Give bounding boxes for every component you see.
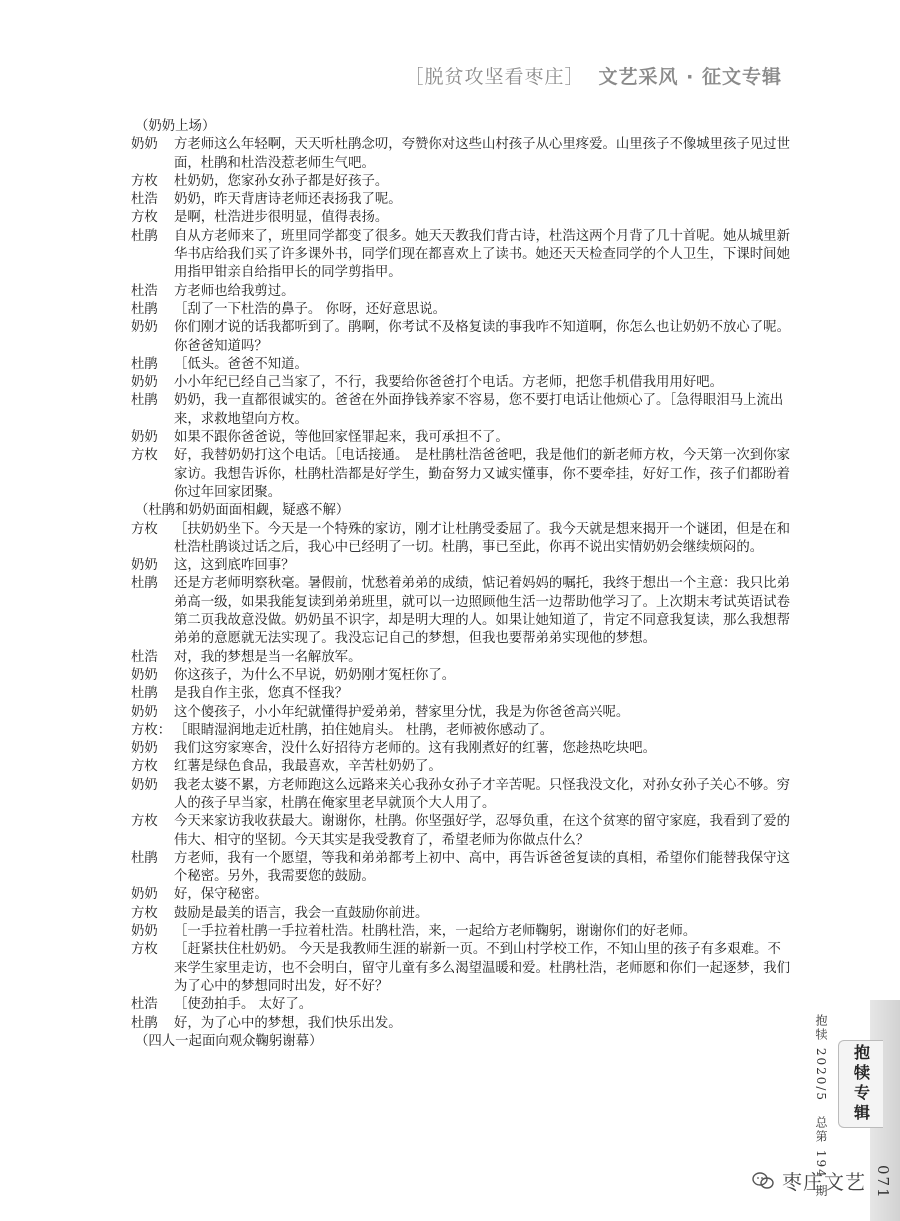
dialogue-text: ［赶紧扶住杜奶奶。 今天是我教师生涯的崭新一页。不到山村学校工作，不知山里的孩子有多艰难。不来学生家里走访，也不会明白，留守儿童有多么渴望温暖和爱。杜鹃杜浩，老师愿和你们一起逐梦，我们为了心中的梦想同时出发，好不好？ [174, 942, 790, 994]
dialogue-text: 我们这穷家寒舍，没什么好招待方老师的。这有我刚煮好的红薯，您趁热吃块吧。 [174, 741, 657, 757]
speaker-name: 杜浩 [131, 649, 158, 665]
script-body [131, 118, 791, 1051]
dialogue-text: 你这孩子，为什么不早说，奶奶刚才冤枉你了。 [174, 667, 456, 683]
dialogue-line [131, 813, 791, 850]
dialogue-line [131, 392, 791, 429]
dialogue-text: 方老师这么年轻啊，天天听杜鹃念叨，夸赞你对这些山村孩子从心里疼爱。山里孩子不像城里孩子见过世面，杜鹃和杜浩没惹老师生气吧。 [174, 137, 790, 171]
speaker-name: 方枚 [131, 759, 158, 775]
dialogue-line [131, 740, 791, 758]
dialogue-text: 还是方老师明察秋毫。暑假前，忧愁着弟弟的成绩，惦记着妈妈的嘱托，我终于想出一个主意：我只比弟弟高一级，如果我能复读到弟弟班里，就可以一边照顾他生活一边帮助他学习了。上次期末考试英语试卷第二页我故意没做。奶奶虽不识字，却是明大理的人。如果让她知道了，肯定不同意我复读，那么我想帮弟弟的意愿就无法实现了。我没忘记自己的梦想，但我也要帮弟弟实现他的梦想。 [174, 576, 790, 647]
speaker-name: 杜鹃 [131, 576, 158, 592]
speaker-name: 奶奶 [131, 704, 158, 720]
speaker-name: 方枚 [131, 210, 158, 226]
speaker-name: 杜鹃 [131, 1015, 158, 1031]
dialogue-text: 方老师也给我剪过。 [174, 283, 295, 299]
speaker-name: 杜浩 [131, 192, 158, 208]
dialogue-text: 方老师，我有一个愿望，等我和弟弟都考上初中、高中，再告诉爸爸复读的真相，希望你们能替我保守这个秘密。另外，我需要您的鼓励。 [174, 850, 790, 885]
dialogue-text: 对，我的梦想是当一名解放军。 [174, 649, 362, 665]
dialogue-line [131, 319, 791, 356]
dialogue-line [131, 758, 791, 776]
dialogue-line [131, 575, 791, 648]
dialogue-line [131, 356, 791, 374]
dialogue-line [131, 996, 791, 1014]
speaker-name: 奶奶 [131, 137, 158, 153]
speaker-name: 方枚 [131, 448, 158, 464]
page-number: 071 [874, 1165, 892, 1200]
dialogue-line [131, 886, 791, 904]
speaker-name: 杜浩 [131, 283, 158, 299]
dialogue-text: 你们刚才说的话我都听到了。鹃啊，你考试不及格复读的事我咋不知道啊，你怎么也让奶奶不放心了呢。你爸爸知道吗？ [174, 320, 790, 354]
dialogue-text: 这个傻孩子，小小年纪就懂得护爱弟弟，替家里分忧，我是为你爸爸高兴呢。 [174, 704, 630, 720]
speaker-name: 方枚 [131, 942, 158, 958]
dialogue-text: 如果不跟你爸爸说，等他回家怪罪起来，我可承担不了。 [174, 430, 509, 446]
dialogue-text: ［扶奶奶坐下。今天是一个特殊的家访，刚才让杜鹃受委屈了。我今天就是想来揭开一个谜团，但是在和杜浩杜鹃谈过话之后，我心中已经明了一切。杜鹃，事已至此，你再不说出实情奶奶会继续烦闷的。 [174, 521, 790, 555]
speaker-name: 杜鹃 [131, 686, 158, 702]
speaker-name: 杜鹃 [131, 850, 158, 866]
dialogue-text: ［使劲拍手。 太好了。 [174, 997, 313, 1013]
stage-direction-text: （杜鹃和奶奶面面相觑，疑惑不解） [135, 503, 350, 519]
dialogue-text: ［刮了一下杜浩的鼻子。 你呀，还好意思说。 [174, 301, 447, 317]
stage-direction [131, 118, 791, 136]
dialogue-line [131, 209, 791, 227]
speaker-name: 奶奶 [131, 430, 158, 446]
speaker-name: 奶奶 [131, 741, 158, 757]
dialogue-line [131, 429, 791, 447]
speaker-name: 方枚： [131, 722, 172, 738]
dialogue-text: 这，这到底咋回事？ [174, 558, 295, 574]
dialogue-text: 红薯是绿色食品，我最喜欢，辛苦杜奶奶了。 [174, 759, 442, 775]
speaker-name: 杜鹃 [131, 228, 158, 244]
speaker-name: 杜鹃 [131, 356, 158, 372]
dialogue-text: 奶奶，我一直都很诚实的。爸爸在外面挣钱养家不容易，您不要打电话让他烦心了。［急得眼泪马上流出来，求救地望向方枚。 [174, 393, 784, 427]
dialogue-text: 鼓励是最美的语言，我会一直鼓励你前进。 [174, 905, 429, 921]
dialogue-text: 自从方老师来了，班里同学都变了很多。她天天教我们背古诗，杜浩这两个月背了几十首呢。她从城里新华书店给我们买了许多课外书，同学们现在都喜欢上了读书。她还天天检查同学的个人卫生，下课时间她用指甲钳亲自给指甲长的同学剪指甲。 [174, 228, 790, 281]
dialogue-text: 小小年纪已经自己当家了，不行，我要给你爸爸打个电话。方老师，把您手机借我用用好吧。 [174, 375, 724, 391]
dialogue-text: 好，保守秘密。 [174, 887, 268, 903]
dialogue-line [131, 557, 791, 575]
speaker-name: 方枚 [131, 814, 158, 830]
side-tab-label: 抱犊专辑 [851, 1044, 871, 1124]
speaker-name: 方枚 [131, 521, 158, 537]
dialogue-line [131, 374, 791, 392]
speaker-name: 奶奶 [131, 320, 158, 336]
dialogue-text: ［一手拉着杜鹃一手拉着杜浩。杜鹃杜浩，来，一起给方老师鞠躬，谢谢你们的好老师。 [174, 924, 697, 940]
dialogue-line [131, 905, 791, 923]
dialogue-line [131, 685, 791, 703]
page-header [405, 62, 782, 89]
dialogue-line [131, 173, 791, 191]
dialogue-line [131, 649, 791, 667]
dialogue-text: ［低头。爸爸不知道。 [174, 356, 308, 372]
speaker-name: 奶奶 [131, 777, 158, 793]
speaker-name: 杜浩 [131, 997, 158, 1013]
dialogue-line [131, 301, 791, 319]
dialogue-line [131, 283, 791, 301]
speaker-name: 杜鹃 [131, 301, 158, 317]
dialogue-text: 好，我替奶奶打这个电话。［电话接通。 是杜鹃杜浩爸爸吧，我是他们的新老师方枚，今天第一次到你家家访。我想告诉你，杜鹃杜浩都是好学生，勤奋努力又诚实懂事，你不要牵挂，好好工作，孩子们都盼着你过年回家团聚。 [174, 448, 790, 500]
dialogue-text: 是啊，杜浩进步很明显，值得表扬。 [174, 210, 389, 226]
dialogue-line [131, 228, 791, 283]
issue-info: 抱犊 2020/5 总第 194 期 [814, 1014, 828, 1199]
dialogue-line [131, 667, 791, 685]
dialogue-line [131, 941, 791, 996]
speaker-name: 方枚 [131, 173, 158, 189]
dialogue-text: 奶奶，昨天背唐诗老师还表扬我了呢。 [174, 192, 402, 208]
header-column-title: 文艺采风 · 征文专辑 [598, 66, 782, 88]
dialogue-text: 是我自作主张，您真不怪我？ [174, 686, 349, 702]
dialogue-line [131, 923, 791, 941]
stage-direction [131, 1033, 791, 1051]
wechat-icon [752, 1172, 774, 1190]
speaker-name: 杜鹃 [131, 393, 158, 409]
watermark [752, 1166, 866, 1195]
dialogue-line [131, 704, 791, 722]
dialogue-line [131, 777, 791, 814]
dialogue-line [131, 1015, 791, 1033]
side-tab [838, 1040, 883, 1128]
dialogue-line [131, 136, 791, 173]
watermark-text: 枣庄文艺 [782, 1170, 866, 1194]
speaker-name: 奶奶 [131, 667, 158, 683]
stage-direction [131, 502, 791, 520]
dialogue-line [131, 521, 791, 558]
dialogue-text: ［眼睛湿润地走近杜鹃，拍住她肩头。 杜鹃，老师被你感动了。 [174, 722, 554, 738]
header-section-title: ［脱贫攻坚看枣庄］ [404, 66, 585, 88]
dialogue-line [131, 191, 791, 209]
stage-direction-text: （奶奶上场） [135, 119, 216, 134]
speaker-name: 方枚 [131, 905, 158, 921]
speaker-name: 奶奶 [131, 375, 158, 391]
dialogue-line [131, 447, 791, 502]
dialogue-text: 杜奶奶，您家孙女孙子都是好孩子。 [174, 173, 389, 189]
speaker-name: 奶奶 [131, 887, 158, 903]
stage-direction-text: （四人一起面向观众鞠躬谢幕） [135, 1033, 323, 1049]
dialogue-line [131, 722, 791, 740]
dialogue-text: 好，为了心中的梦想，我们快乐出发。 [174, 1015, 402, 1031]
dialogue-line [131, 850, 791, 887]
dialogue-text: 我老太婆不累，方老师跑这么远路来关心我孙女孙子才辛苦呢。只怪我没文化，对孙女孙子关心不够。穷人的孩子早当家，杜鹃在俺家里老早就顶个大人用了。 [174, 777, 790, 811]
speaker-name: 奶奶 [131, 558, 158, 574]
dialogue-text: 今天来家访我收获最大。谢谢你，杜鹃。你坚强好学，忍辱负重，在这个贫寒的留守家庭，我看到了爱的伟大、相守的坚韧。今天其实是我受教育了，希望老师为你做点什么？ [174, 814, 790, 848]
speaker-name: 奶奶 [131, 924, 158, 940]
